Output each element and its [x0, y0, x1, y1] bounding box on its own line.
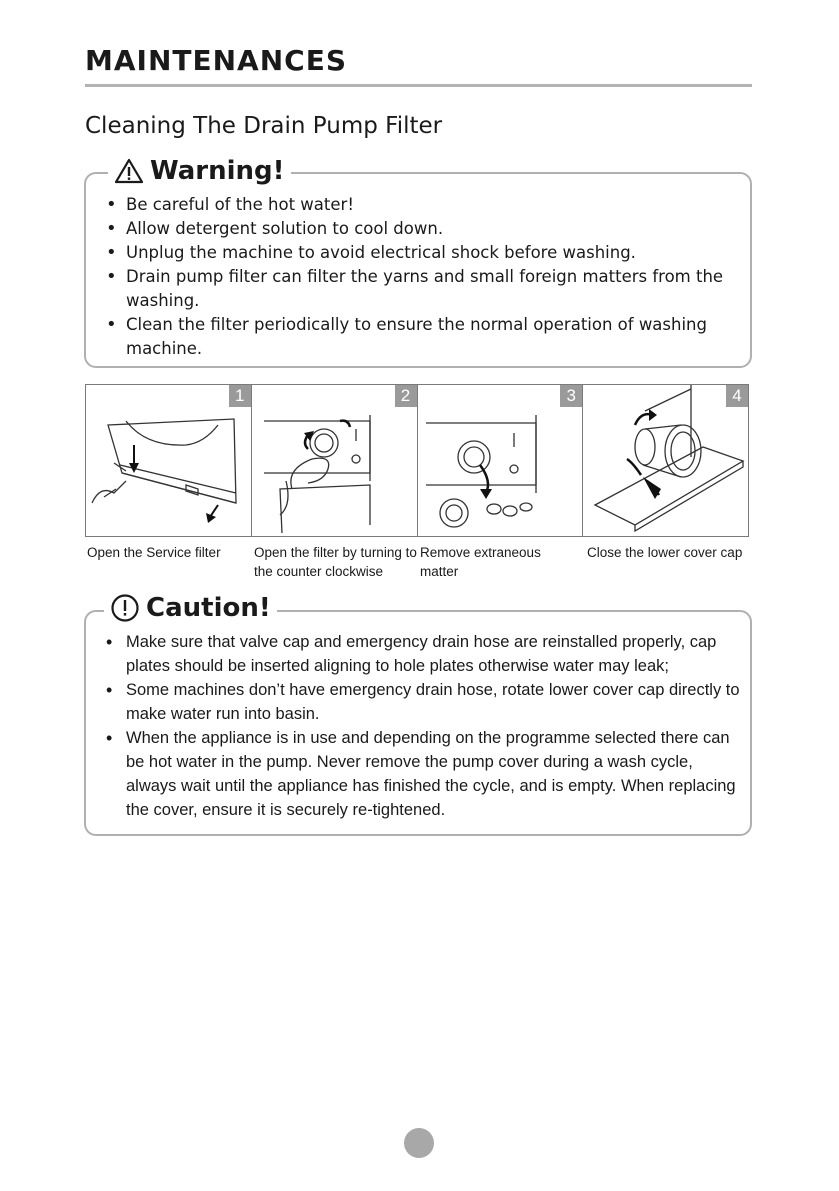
step-panel-1 — [86, 385, 252, 536]
step-panel-2 — [252, 385, 418, 536]
exclamation-circle-icon — [110, 593, 140, 623]
warning-item: • Clean the filter periodically to ensure the normal operation of washing machine. — [106, 313, 736, 361]
section-subtitle: Cleaning The Drain Pump Filter — [85, 113, 443, 139]
step-number: 1 — [229, 385, 251, 407]
step-number: 4 — [726, 385, 748, 407]
open-service-filter-illustration — [86, 385, 252, 536]
step-caption: Open the filter by turning to the counter clockwise — [254, 545, 417, 579]
title-divider — [85, 84, 752, 87]
caution-heading-text: Caution! — [146, 593, 271, 623]
warning-item: • Be careful of the hot water! — [106, 193, 736, 217]
warning-item: • Allow detergent solution to cool down. — [106, 217, 736, 241]
step-caption: Remove extraneous matter — [420, 545, 541, 579]
step-panels — [85, 384, 749, 537]
step-panel-4 — [583, 385, 748, 536]
caution-item: • When the appliance is in use and depending on the programme selected there can be hot water in the pump. Never remove the pump cover during a wash cycle, always wait until the appliance has finished the cycle, and is empty. When replacing the cover, ensure it is securely re-tightened. — [106, 726, 746, 822]
close-cover-illustration — [583, 385, 748, 536]
caution-item: • Some machines don’t have emergency drain hose, rotate lower cover cap directly to make water run into basin. — [106, 678, 746, 726]
warning-heading-text: Warning! — [150, 156, 285, 186]
step-number: 3 — [560, 385, 582, 407]
warning-heading — [108, 153, 291, 189]
warning-item: • Drain pump filter can filter the yarns and small foreign matters from the washing. — [106, 265, 736, 313]
warning-triangle-icon — [114, 158, 144, 184]
step-caption: Close the lower cover cap — [587, 545, 743, 560]
step-panel-3 — [418, 385, 584, 536]
step-caption: Open the Service filter — [87, 545, 221, 560]
step-number: 2 — [395, 385, 417, 407]
caution-list — [106, 630, 746, 822]
page-number-dot — [404, 1128, 434, 1158]
remove-matter-illustration — [418, 385, 584, 536]
page-title: MAINTENANCES — [85, 44, 347, 77]
warning-list — [106, 193, 736, 361]
caution-item: • Make sure that valve cap and emergency drain hose are reinstalled properly, cap plates should be inserted aligning to hole plates otherwise water may leak; — [106, 630, 746, 678]
turn-filter-illustration — [252, 385, 418, 536]
warning-item: • Unplug the machine to avoid electrical shock before washing. — [106, 241, 736, 265]
caution-heading — [104, 590, 277, 626]
